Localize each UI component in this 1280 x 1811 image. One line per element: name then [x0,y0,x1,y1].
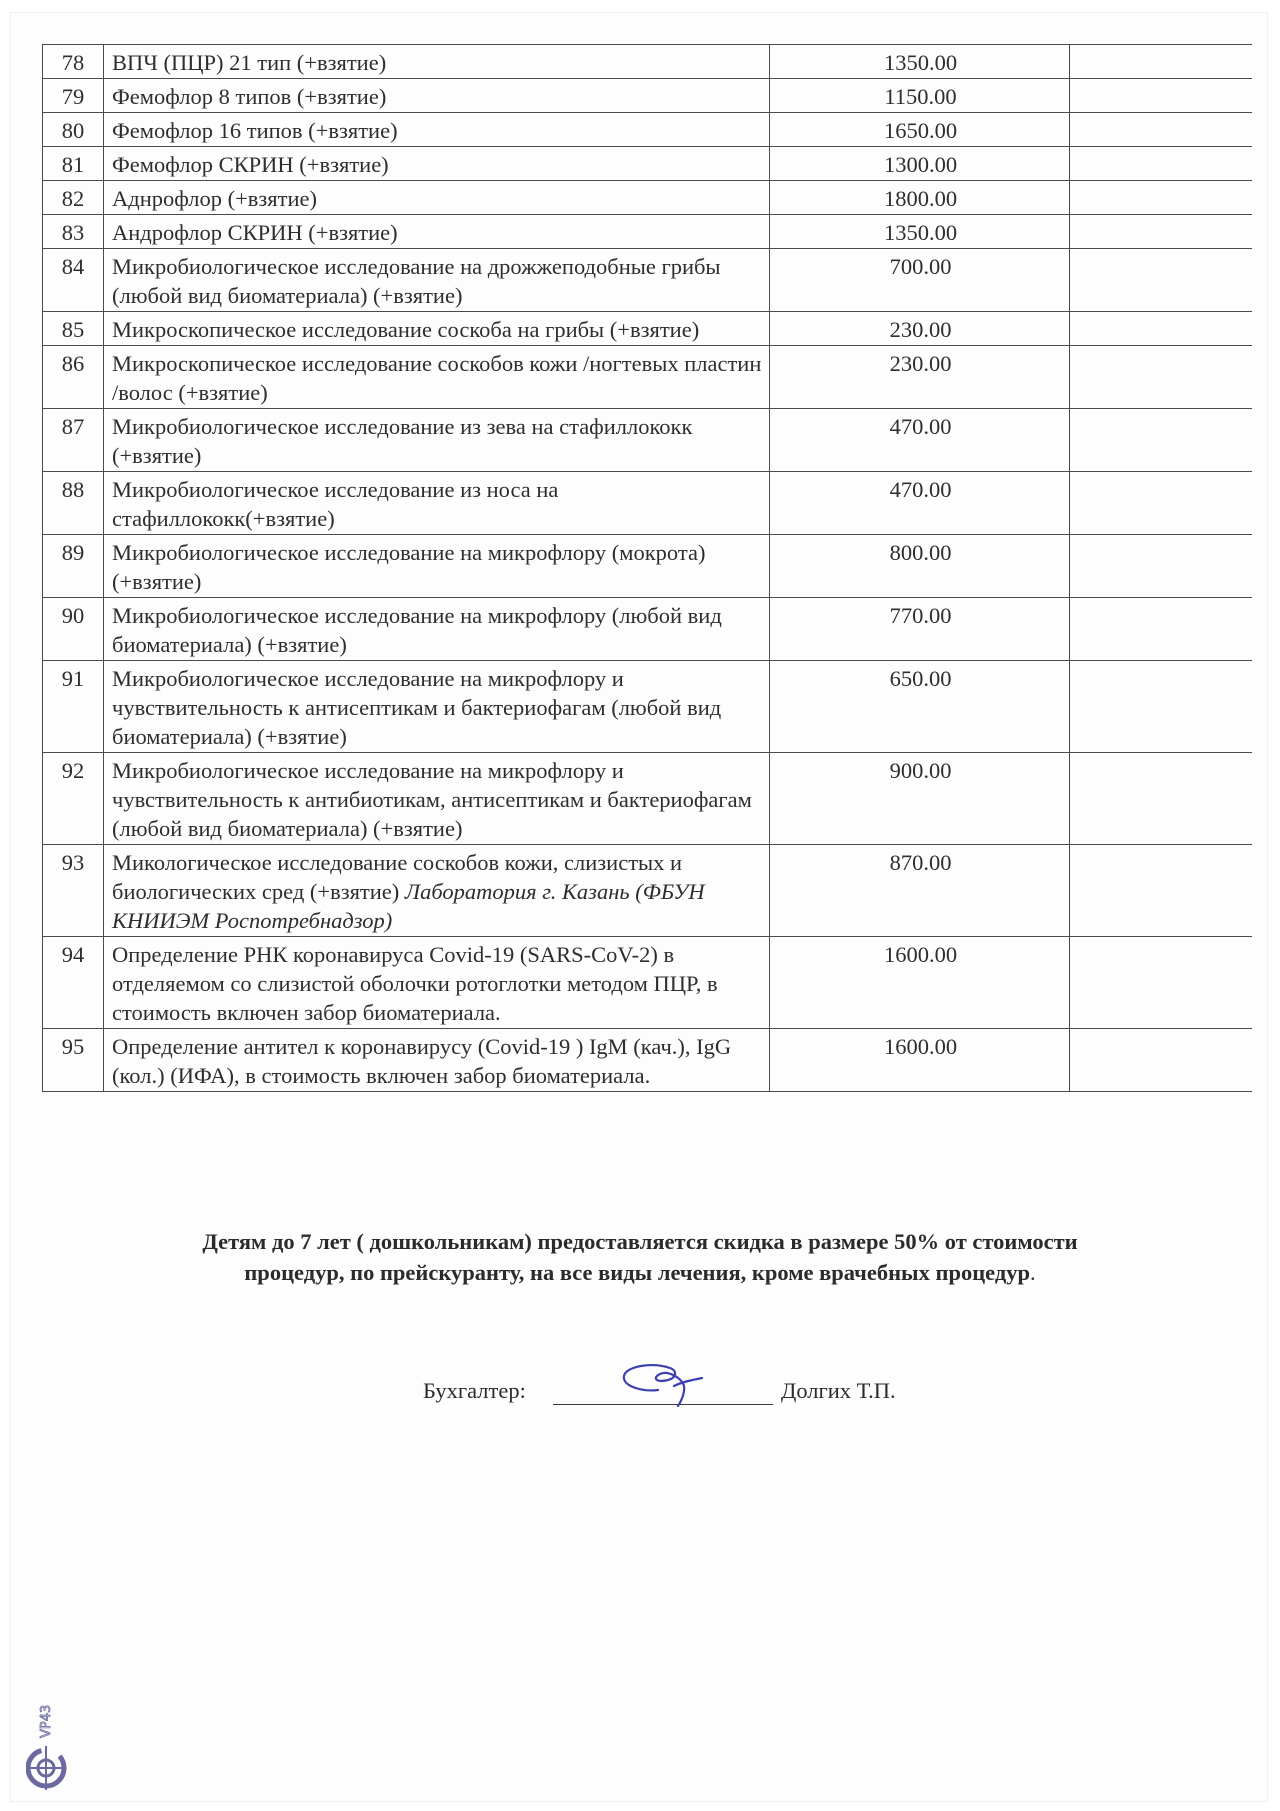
empty-cell [1070,113,1252,147]
table-row [43,472,1252,535]
service-price: 1600.00 [770,937,1070,1029]
service-name [104,147,770,181]
table-row [43,215,1252,249]
laboratory-note: Лаборатория г. Казань (ФБУН КНИИЭМ Роспотребнадзор) [112,879,705,933]
row-number: 93 [43,845,104,937]
service-name-text: Микробиологическое исследование на микрофлору и чувствительность к антибиотикам, антисептикам и бактериофагам (любой вид биоматериала) (+взятие) [112,758,752,841]
price-table-body [43,45,1252,1092]
row-number: 80 [43,113,104,147]
row-number: 81 [43,147,104,181]
table-row [43,147,1252,181]
row-number: 78 [43,45,104,79]
row-number: 86 [43,346,104,409]
service-name-text: ВПЧ (ПЦР) 21 тип (+взятие) [112,50,387,75]
service-name [104,113,770,147]
discount-note [100,1226,1180,1288]
empty-cell [1070,535,1252,598]
service-name [104,249,770,312]
service-price: 1800.00 [770,181,1070,215]
row-number: 82 [43,181,104,215]
service-name [104,79,770,113]
service-price: 870.00 [770,845,1070,937]
empty-cell [1070,147,1252,181]
empty-cell [1070,215,1252,249]
row-number: 91 [43,661,104,753]
table-row [43,312,1252,346]
service-name [104,937,770,1029]
service-price: 770.00 [770,598,1070,661]
service-name [104,535,770,598]
table-row [43,409,1252,472]
service-name-text: Фемофлор 8 типов (+взятие) [112,84,387,109]
row-number: 85 [43,312,104,346]
service-name-text: Микологическое исследование соскобов кожи, слизистых и биологических сред (+взятие) [112,850,683,904]
service-price: 470.00 [770,409,1070,472]
service-name-text: Микробиологическое исследование на микрофлору (мокрота) (+взятие) [112,540,706,594]
accountant-name: Долгих Т.П. [781,1378,896,1403]
table-row [43,661,1252,753]
service-name-text: Микробиологическое исследование на микрофлору и чувствительность к антисептикам и бактериофагам (любой вид биоматериала) (+взятие) [112,666,722,749]
table-row [43,753,1252,845]
table-row [43,249,1252,312]
service-name [104,753,770,845]
discount-note-line-1: Детям до 7 лет ( дошкольникам) предоставляется скидка в размере 50% от стоимости [202,1229,1078,1254]
service-name-text: Микробиологическое исследование на дрожжеподобные грибы (любой вид биоматериала) (+взятие) [112,254,721,308]
empty-cell [1070,249,1252,312]
empty-cell [1070,845,1252,937]
service-price: 900.00 [770,753,1070,845]
service-price: 1300.00 [770,147,1070,181]
table-row [43,1029,1252,1092]
service-name [104,312,770,346]
empty-cell [1070,45,1252,79]
table-row [43,845,1252,937]
table-row [43,45,1252,79]
service-price: 800.00 [770,535,1070,598]
empty-cell [1070,312,1252,346]
accountant-label: Бухгалтер: [423,1378,526,1403]
empty-cell [1070,598,1252,661]
service-name [104,181,770,215]
empty-cell [1070,409,1252,472]
empty-cell [1070,346,1252,409]
handwritten-signature [612,1356,712,1412]
row-number: 87 [43,409,104,472]
seal-text: VP43 [39,1704,54,1738]
service-name [104,598,770,661]
empty-cell [1070,79,1252,113]
row-number: 95 [43,1029,104,1092]
service-name [104,215,770,249]
discount-note-line-2-text: процедур, по прейскуранту, на все виды лечения, кроме врачебных процедур [244,1260,1031,1285]
service-price: 1350.00 [770,215,1070,249]
row-number: 83 [43,215,104,249]
empty-cell [1070,661,1252,753]
table-row [43,113,1252,147]
service-price: 700.00 [770,249,1070,312]
service-price: 1650.00 [770,113,1070,147]
row-number: 90 [43,598,104,661]
service-name [104,45,770,79]
row-number: 79 [43,79,104,113]
service-name [104,1029,770,1092]
empty-cell [1070,937,1252,1029]
service-name-text: Определение антител к коронавирусу (Covid-19 ) IgM (кач.), IgG (кол.) (ИФА), в стоимость включен забор биоматериала. [112,1034,732,1088]
table-row [43,79,1252,113]
service-price: 1350.00 [770,45,1070,79]
discount-note-line-2 [100,1257,1180,1288]
row-number: 84 [43,249,104,312]
service-name-text: Определение РНК коронавируса Covid-19 (SARS-CoV-2) в отделяемом со слизистой оболочки ротоглотки методом ПЦР, в стоимость включен забор биоматериала. [112,942,718,1025]
empty-cell [1070,472,1252,535]
row-number: 92 [43,753,104,845]
table-row [43,598,1252,661]
row-number: 88 [43,472,104,535]
service-name-text: Микробиологическое исследование на микрофлору (любой вид биоматериала) (+взятие) [112,603,722,657]
service-price: 1600.00 [770,1029,1070,1092]
service-name-text: Андрофлор СКРИН (+взятие) [112,220,398,245]
service-price: 650.00 [770,661,1070,753]
empty-cell [1070,181,1252,215]
service-price: 230.00 [770,346,1070,409]
empty-cell [1070,753,1252,845]
service-name-text: Микроскопическое исследование соскоба на грибы (+взятие) [112,317,700,342]
price-table [42,44,1252,1092]
row-number: 89 [43,535,104,598]
service-price: 1150.00 [770,79,1070,113]
service-name-text: Фемофлор СКРИН (+взятие) [112,152,389,177]
signature-stroke [624,1365,702,1406]
service-name [104,845,770,937]
service-name-text: Фемофлор 16 типов (+взятие) [112,118,398,143]
table-row [43,181,1252,215]
service-name [104,409,770,472]
table-row [43,937,1252,1029]
discount-note-line-2-end: . [1030,1260,1036,1285]
empty-cell [1070,1029,1252,1092]
service-name [104,346,770,409]
service-name [104,661,770,753]
table-row [43,535,1252,598]
seal-logo [26,1698,78,1798]
service-name-text: Аднрофлор (+взятие) [112,186,318,211]
table-row [43,346,1252,409]
service-name-text: Микробиологическое исследование из зева на стафиллококк (+взятие) [112,414,693,468]
service-name-text: Микробиологическое исследование из носа на стафиллококк(+взятие) [112,477,559,531]
row-number: 94 [43,937,104,1029]
service-name-text: Микроскопическое исследование соскобов кожи /ногтевых пластин /волос (+взятие) [112,351,762,405]
service-price: 230.00 [770,312,1070,346]
service-name [104,472,770,535]
service-price: 470.00 [770,472,1070,535]
